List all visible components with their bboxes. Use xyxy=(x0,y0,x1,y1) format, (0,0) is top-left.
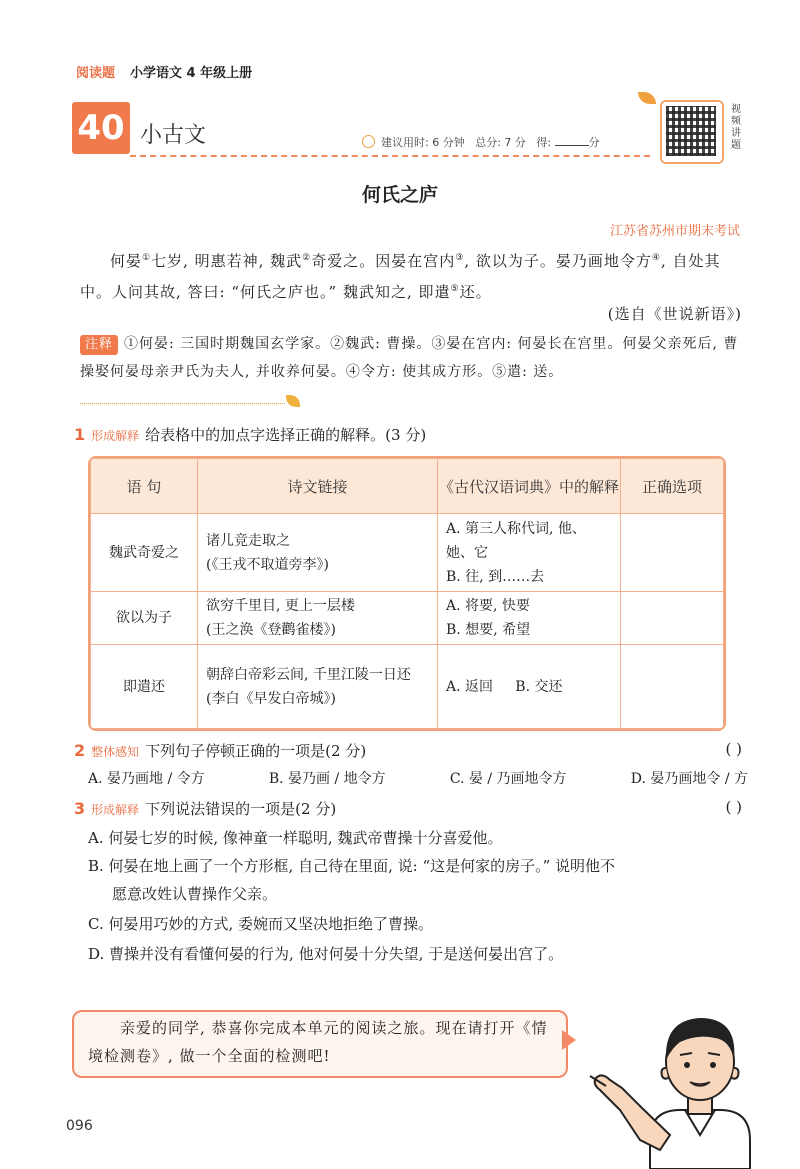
link-line: 欲穷千里目, 更上一层楼 xyxy=(206,598,355,614)
clock-icon xyxy=(362,135,375,148)
question-number: 1 xyxy=(74,425,86,444)
notes-tag: 注释 xyxy=(80,335,118,355)
option-c[interactable]: C. 晏 / 乃画地令方 xyxy=(449,771,567,787)
option-b[interactable]: B. 何晏在地上画了一个方形框, 自己待在里面, 说: “这是何家的房子。” 说明他不 xyxy=(88,857,616,875)
table-row xyxy=(91,645,724,729)
link-cell xyxy=(198,645,438,729)
sentence-cell xyxy=(91,514,198,592)
q2-options xyxy=(88,768,748,788)
speech-bubble-tail xyxy=(562,1030,576,1050)
page-number: 096 xyxy=(66,1118,93,1134)
lesson-name: 小古文 xyxy=(140,123,207,148)
question-tag: 形成解释 xyxy=(91,429,140,443)
passage-title: 何氏之庐 xyxy=(361,184,438,206)
question-1 xyxy=(74,424,742,445)
option-d[interactable]: D. 晏乃画地令 / 方 xyxy=(630,771,748,787)
question-number: 2 xyxy=(74,741,86,760)
option-c[interactable]: C. 何晏用巧妙的方式, 委婉而又坚决地拒绝了曹操。 xyxy=(88,915,434,933)
link-line: 朝辞白帝彩云间, 千里江陵一日还 xyxy=(206,666,411,683)
score-blank[interactable] xyxy=(555,145,589,146)
qr-label: 视频讲题 xyxy=(731,104,741,151)
question-tag: 整体感知 xyxy=(91,745,140,759)
answer-cell[interactable] xyxy=(621,514,724,592)
got-unit: 分 xyxy=(588,136,600,149)
question-number: 3 xyxy=(74,799,86,818)
sentence: 欲以为子 xyxy=(116,610,172,626)
passage-text: 何晏①七岁, 明惠若神, 魏武②奇爱之。因晏在宫内③, 欲以为子。晏乃画地令方④, 自处其中。人问其故, 答曰: “何氏之庐也。” 魏武知之, 即遣⑤还。 xyxy=(80,252,721,301)
score-label: 总分: 7 分 xyxy=(475,136,526,149)
sentence-cell xyxy=(91,645,198,729)
option-b-continued[interactable]: 愿意改姓认曹操作父亲。 xyxy=(112,885,278,903)
explanation-cell xyxy=(438,645,621,729)
answer-cell[interactable] xyxy=(621,592,724,645)
sentence: 魏武奇爱之 xyxy=(109,544,179,561)
answer-blank[interactable]: ( ) xyxy=(725,798,742,816)
answer-cell[interactable] xyxy=(621,645,724,729)
notes-text: ①何晏: 三国时期魏国玄学家。②魏武: 曹操。③晏在宫内: 何晏长在宫里。何晏父亲死后, 曹操娶何晏母亲尹氏为夫人, 并收养何晏。④令方: 使其成方形。⑤遣: 送。 xyxy=(80,336,739,380)
explanation-a: A. 第三人称代词, 他、她、它 xyxy=(446,520,586,561)
table-row xyxy=(91,514,724,592)
sentence: 即遣还 xyxy=(123,678,165,695)
explanation-cell xyxy=(438,514,621,592)
section-divider xyxy=(80,403,285,404)
link-cell xyxy=(198,514,438,592)
passage-source: 江苏省苏州市期末考试 xyxy=(609,224,740,239)
answer-table xyxy=(88,456,726,731)
notes xyxy=(80,330,742,386)
question-text: 下列句子停顿正确的一项是(2 分) xyxy=(145,742,367,760)
table-header: 正确选项 xyxy=(621,459,724,514)
option-a[interactable]: A. 何晏七岁的时候, 像神童一样聪明, 魏武帝曹操十分喜爱他。 xyxy=(88,829,503,847)
question-text: 下列说法错误的一项是(2 分) xyxy=(145,800,337,818)
explanation-b: B. 想要, 希望 xyxy=(446,622,531,638)
speech-bubble-text: 亲爱的同学, 恭喜你完成本单元的阅读之旅。现在请打开《情境检测卷》, 做一个全面的检测吧! xyxy=(88,1019,548,1065)
leaf-icon xyxy=(286,395,300,407)
lesson-number: 40 xyxy=(72,102,130,154)
sentence-cell xyxy=(91,592,198,645)
link-source: (李白《早发白帝城》) xyxy=(206,690,336,707)
question-3 xyxy=(74,798,742,819)
question-tag: 形成解释 xyxy=(91,803,140,817)
option-a[interactable]: A. 晏乃画地 / 令方 xyxy=(88,771,205,787)
explanation-a: A. 将要, 快要 xyxy=(446,598,530,614)
answer-blank[interactable]: ( ) xyxy=(725,740,742,758)
table-header: 语 句 xyxy=(91,459,198,514)
cartoon-boy-illustration xyxy=(580,1010,760,1169)
got-label: 得: xyxy=(536,136,552,149)
banner-divider xyxy=(130,155,650,157)
explanation-b: B. 往, 到……去 xyxy=(446,568,545,585)
table-header-row xyxy=(91,459,724,514)
time-score-row xyxy=(362,134,600,150)
option-b[interactable]: B. 晏乃画 / 地令方 xyxy=(268,771,386,787)
link-cell xyxy=(198,592,438,645)
table-header: 《古代汉语词典》中的解释 xyxy=(438,459,621,514)
option-d[interactable]: D. 曹操并没有看懂何晏的行为, 他对何晏十分失望, 于是送何晏出宫了。 xyxy=(88,945,564,963)
time-label: 建议用时: 6 分钟 xyxy=(381,136,465,149)
question-2 xyxy=(74,740,742,761)
question-text: 给表格中的加点字选择正确的解释。(3 分) xyxy=(145,426,427,444)
link-source: (王之涣《登鹳雀楼》) xyxy=(206,622,336,638)
explanation-cell xyxy=(438,592,621,645)
table-row xyxy=(91,592,724,645)
explanation-a: A. 返回 xyxy=(446,678,494,695)
leaf-icon xyxy=(638,92,656,104)
link-source: (《王戎不取道旁李》) xyxy=(206,556,329,573)
table-header: 诗文链接 xyxy=(198,459,438,514)
section-tag: 阅读题 xyxy=(76,66,116,81)
link-line: 诸儿竞走取之 xyxy=(206,532,290,549)
explanation-b: B. 交还 xyxy=(515,678,563,695)
passage-citation: (选自《世说新语》) xyxy=(607,305,742,323)
book-title: 小学语文 4 年级上册 xyxy=(130,66,253,81)
qr-code-icon[interactable] xyxy=(666,106,716,156)
